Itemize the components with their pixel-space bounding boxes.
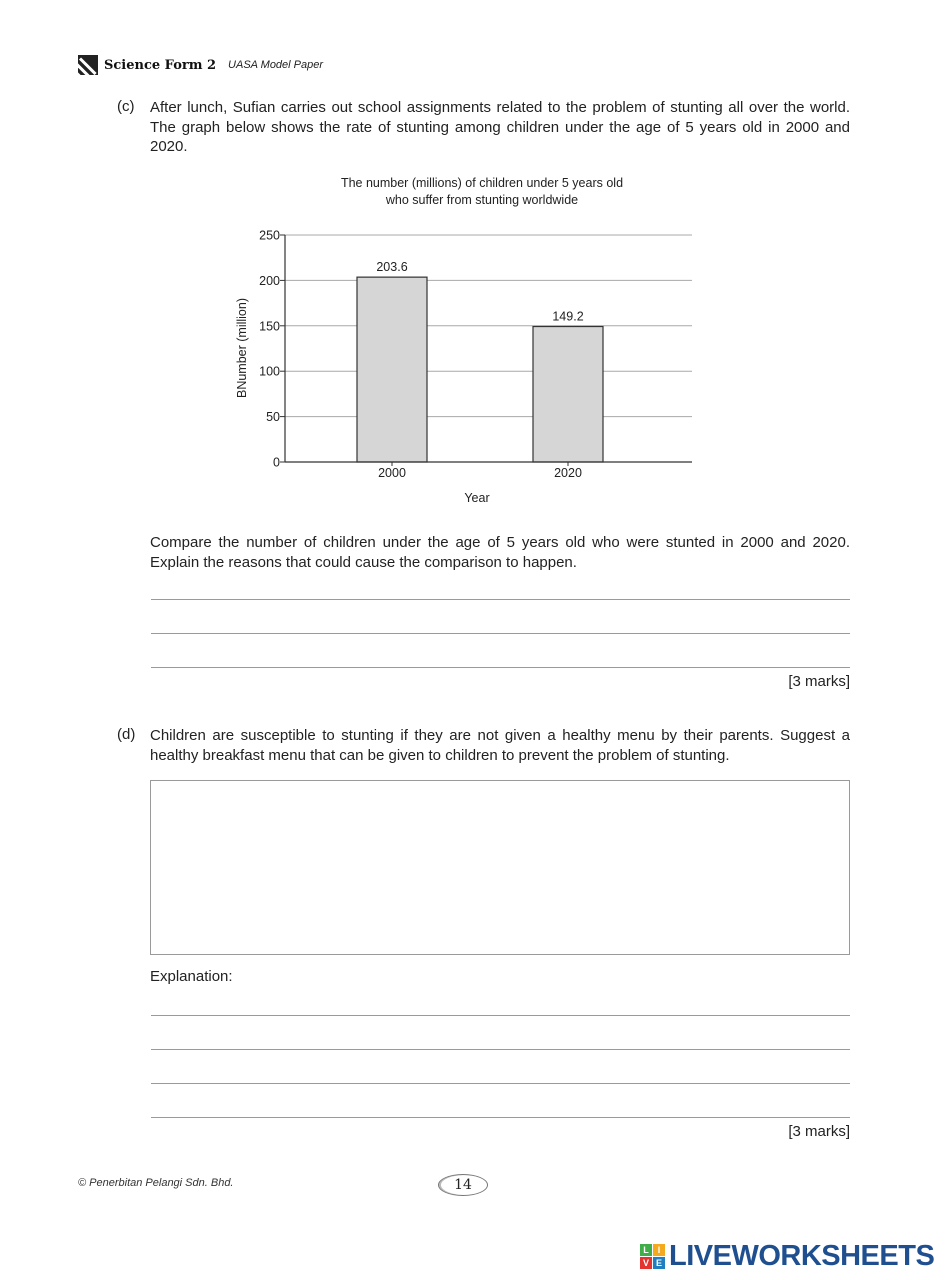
liveworksheets-wordmark: LIVEWORKSHEETS (669, 1240, 935, 1272)
explanation-label: Explanation: (150, 968, 233, 985)
y-tick-label-0: 0 (273, 455, 280, 470)
y-axis-label: BNumber (million) (235, 297, 249, 399)
page-number: 14 (438, 1174, 488, 1196)
logo-letter-i: I (653, 1244, 665, 1256)
answer-line-c-1[interactable] (151, 599, 850, 600)
question-c-marks-text: [3 marks] (788, 673, 850, 690)
answer-line-d-4[interactable] (151, 1117, 850, 1118)
x-axis-label: Year (464, 491, 490, 505)
question-c-text: After lunch, Sufian carries out school assignments related to the problem of stunting all over the world. The graph below shows the rate of stunting among children under the age of 5 years old in 2000 and 2020. (150, 99, 850, 155)
question-d-marks-text: [3 marks] (788, 1123, 850, 1140)
paper-title: UASA Model Paper (228, 59, 324, 71)
liveworksheets-brand (640, 1240, 934, 1273)
x-tick-label-2000: 2000 (378, 466, 406, 480)
y-tick-label-100: 100 (259, 364, 280, 379)
publisher-copyright: © Penerbitan Pelangi Sdn. Bhd. (78, 1177, 234, 1189)
answer-line-d-2[interactable] (151, 1049, 850, 1050)
answer-line-c-3[interactable] (151, 667, 850, 668)
subject-title: Science Form 2 (104, 57, 217, 73)
answer-line-d-1[interactable] (151, 1015, 850, 1016)
y-tick-label-200: 200 (259, 273, 280, 288)
bar-2000 (357, 277, 427, 462)
logo-letter-e: E (653, 1257, 665, 1269)
y-tick-label-250: 250 (259, 228, 280, 243)
y-tick-label-150: 150 (259, 319, 280, 334)
data-label-2020: 149.2 (552, 309, 584, 324)
logo-letter-v: V (640, 1257, 652, 1269)
answer-line-d-3[interactable] (151, 1083, 850, 1084)
answer-line-c-2[interactable] (151, 633, 850, 634)
question-c-marks (788, 673, 850, 690)
question-c-label: (c) (117, 98, 135, 115)
breakfast-menu-answer-box[interactable] (150, 780, 850, 955)
chart-title-line2: who suffer from stunting worldwide (385, 193, 579, 207)
data-label-2000: 203.6 (376, 260, 408, 275)
liveworksheets-logo-icon (640, 1244, 665, 1269)
question-d-text: Children are susceptible to stunting if they are not given a healthy menu by their parents. Suggest a healthy breakfast menu that can be given to children to prevent the problem of stunting. (150, 727, 850, 764)
stunting-bar-chart (0, 0, 948, 520)
y-tick-label-50: 50 (266, 410, 280, 425)
logo-letter-l: L (640, 1244, 652, 1256)
question-d-marks (788, 1123, 850, 1140)
bar-2020 (533, 327, 603, 462)
question-c-prompt: Compare the number of children under the age of 5 years old who were stunted in 2000 and 2020. Explain the reasons that could cause the comparison to happen. (150, 534, 850, 571)
x-tick-label-2020: 2020 (554, 466, 582, 480)
question-d-label: (d) (117, 726, 136, 743)
chart-title-line1: The number (millions) of children under 5 years old (340, 176, 624, 190)
